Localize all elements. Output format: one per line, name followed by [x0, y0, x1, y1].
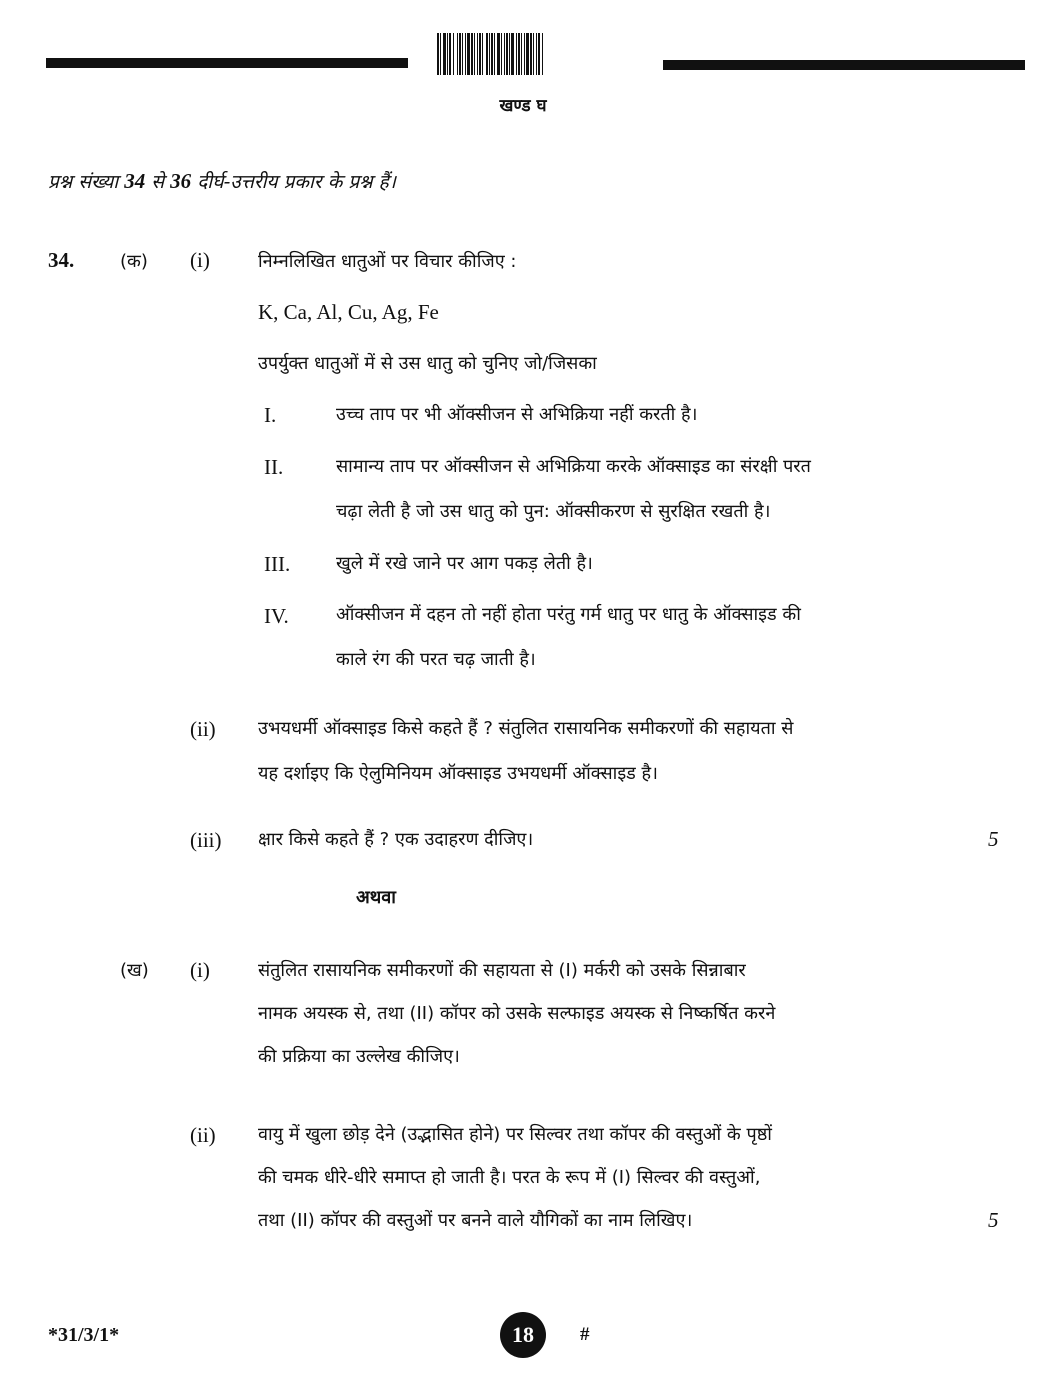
part-a-ii-label: (ii) [190, 717, 216, 741]
item-I-label: I. [264, 403, 277, 427]
part-a-label: (क) [120, 251, 148, 272]
part-b-ii-line2: की चमक धीरे-धीरे समाप्त हो जाती है। परत के रूप में (I) सिल्वर की वस्तुओं, [258, 1167, 761, 1188]
part-b-i-line1: संतुलित रासायनिक समीकरणों की सहायता से (I) मर्करी को उसके सिन्नाबार [258, 960, 746, 981]
instruction-suffix: दीर्घ-उत्तरीय प्रकार के प्रश्न हैं। [191, 171, 396, 193]
item-II-line1: सामान्य ताप पर ऑक्सीजन से अभिक्रिया करके ऑक्साइड का संरक्षी परत [336, 456, 811, 477]
part-a-iii-label: (iii) [190, 828, 222, 852]
part-b-ii-line1: वायु में खुला छोड़ देने (उद्भासित होने) पर सिल्वर तथा कॉपर की वस्तुओं के पृष्ठों [258, 1124, 772, 1145]
hash-mark: # [580, 1324, 590, 1345]
section-title: खण्ड घ [499, 96, 547, 116]
part-a-i-label: (i) [190, 248, 210, 272]
part-b-i-label: (i) [190, 958, 210, 982]
part-b-ii-line3: तथा (II) कॉपर की वस्तुओं पर बनने वाले यौगिकों का नाम लिखिए। [258, 1210, 693, 1231]
part-b-i-line2: नामक अयस्क से, तथा (II) कॉपर को उसके सल्फाइड अयस्क से निष्कर्षित करने [258, 1003, 776, 1024]
paper-code: *31/3/1* [48, 1324, 120, 1346]
part-a-iii-text: क्षार किसे कहते हैं ? एक उदाहरण दीजिए। [258, 829, 534, 850]
marks-part-a: 5 [988, 827, 999, 851]
part-a-i-line1: निम्नलिखित धातुओं पर विचार कीजिए : [258, 251, 517, 272]
header-rule-left [46, 58, 408, 68]
part-b-ii-label: (ii) [190, 1123, 216, 1147]
part-a-ii-line2: यह दर्शाइए कि ऐलुमिनियम ऑक्साइड उभयधर्मी ऑक्साइड है। [258, 763, 658, 784]
instruction-prefix: प्रश्न संख्या [48, 171, 125, 193]
or-label: अथवा [356, 887, 396, 908]
part-a-i-line3: उपर्युक्त धातुओं में से उस धातु को चुनिए जो/जिसका [258, 353, 597, 374]
item-II-label: II. [264, 455, 284, 479]
instruction-text [48, 168, 396, 194]
part-b-i-line3: की प्रक्रिया का उल्लेख कीजिए। [258, 1046, 460, 1067]
header-rule-right [663, 60, 1025, 70]
instruction-from: 34 [124, 169, 146, 193]
item-II-line2: चढ़ा लेती है जो उस धातु को पुन: ऑक्सीकरण से सुरक्षित रखती है। [336, 501, 771, 522]
item-IV-line2: काले रंग की परत चढ़ जाती है। [336, 649, 536, 670]
item-III-text: खुले में रखे जाने पर आग पकड़ लेती है। [336, 553, 593, 574]
instruction-mid: से [145, 171, 171, 193]
item-I-text: उच्च ताप पर भी ऑक्सीजन से अभिक्रिया नहीं करती है। [336, 404, 698, 425]
item-III-label: III. [264, 552, 291, 576]
metals-list: K, Ca, Al, Cu, Ag, Fe [258, 300, 439, 324]
question-number: 34. [48, 248, 75, 272]
marks-part-b: 5 [988, 1208, 999, 1232]
part-a-ii-line1: उभयधर्मी ऑक्साइड किसे कहते हैं ? संतुलित रासायनिक समीकरणों की सहायता से [258, 718, 794, 739]
part-b-label: (ख) [120, 960, 149, 981]
instruction-to: 36 [170, 169, 192, 193]
item-IV-label: IV. [264, 604, 289, 628]
page-number-badge: 18 [500, 1312, 546, 1358]
item-IV-line1: ऑक्सीजन में दहन तो नहीं होता परंतु गर्म धातु पर धातु के ऑक्साइड की [336, 604, 801, 625]
barcode [437, 33, 633, 75]
